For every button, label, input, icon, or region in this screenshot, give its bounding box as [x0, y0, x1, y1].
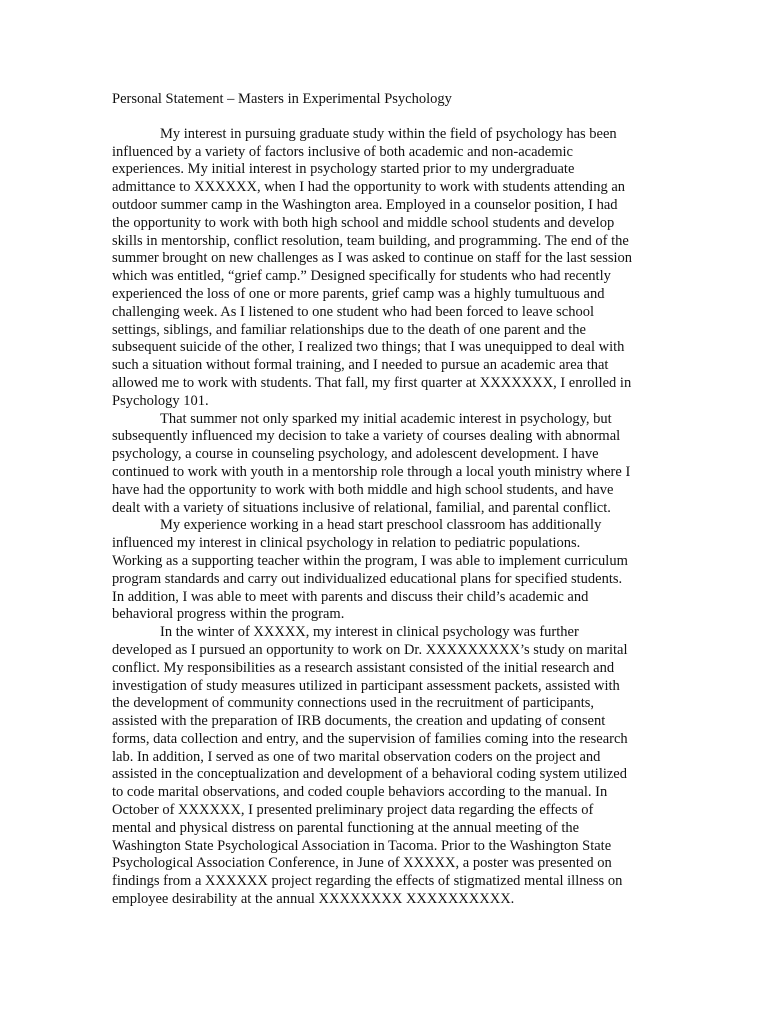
- paragraph-line: such a situation without formal training, and I needed to pursue an academic area that: [112, 357, 609, 374]
- paragraph-line: forms, data collection and entry, and the supervision of families coming into the research: [112, 730, 628, 747]
- paragraph-line: In the winter of XXXXX, my interest in clinical psychology was further: [160, 624, 579, 641]
- document-title: Personal Statement – Masters in Experimental Psychology: [112, 91, 452, 107]
- paragraph: [112, 411, 658, 518]
- paragraph-line: subsequently influenced my decision to take a variety of courses dealing with abnormal: [112, 428, 621, 445]
- paragraph-line: subsequent suicide of the other, I realized two things; that I was unequipped to deal with: [112, 339, 625, 356]
- paragraph-line: influenced by a variety of factors inclusive of both academic and non-academic: [112, 143, 573, 160]
- paragraph-line: That summer not only sparked my initial academic interest in psychology, but: [160, 410, 612, 427]
- paragraph-line: findings from a XXXXXX project regarding the effects of stigmatized mental illness on: [112, 873, 623, 890]
- paragraph-line: Psychological Association Conference, in June of XXXXX, a poster was presented on: [112, 855, 612, 872]
- paragraph-line: Working as a supporting teacher within the program, I was able to implement curriculum: [112, 552, 628, 569]
- paragraph-line: My interest in pursuing graduate study within the field of psychology has been: [160, 125, 617, 142]
- paragraph-line: admittance to XXXXXX, when I had the opportunity to work with students attending an: [112, 179, 626, 196]
- paragraph-line: program standards and carry out individualized educational plans for specified students.: [112, 570, 623, 587]
- paragraph-line: Washington State Psychological Association in Tacoma. Prior to the Washington State: [112, 837, 612, 854]
- paragraph-line: settings, siblings, and familiar relationships due to the death of one parent and the: [112, 321, 586, 338]
- paragraph: [112, 517, 658, 624]
- paragraph-line: psychology, a course in counseling psychology, and adolescent development. I have: [112, 446, 599, 463]
- paragraph-line: Psychology 101.: [112, 392, 209, 409]
- paragraph-line: challenging week. As I listened to one student who had been forced to leave school: [112, 303, 594, 320]
- paragraph-line: have had the opportunity to work with both middle and high school students, and have: [112, 481, 614, 498]
- paragraph-line: continued to work with youth in a mentorship role through a local youth ministry where I: [112, 463, 631, 480]
- paragraph-line: assisted in the conceptualization and development of a behavioral coding system utilized: [112, 766, 627, 783]
- paragraph-line: assisted with the preparation of IRB documents, the creation and updating of consent: [112, 713, 606, 730]
- paragraph-line: which was entitled, “grief camp.” Designed specifically for students who had recently: [112, 268, 611, 285]
- paragraph-line: mental and physical distress on parental functioning at the annual meeting of the: [112, 819, 580, 836]
- paragraph-line: In addition, I was able to meet with parents and discuss their child’s academic and: [112, 588, 589, 605]
- paragraph-line: the development of community connections used in the recruitment of participants,: [112, 695, 594, 712]
- paragraph-line: employee desirability at the annual XXXXXXXX XXXXXXXXXX.: [112, 891, 515, 908]
- paragraph-line: behavioral progress within the program.: [112, 606, 345, 623]
- paragraph-line: to code marital observations, and coded couple behaviors according to the manual. In: [112, 784, 608, 801]
- paragraph-line: conflict. My responsibilities as a research assistant consisted of the initial research and: [112, 659, 615, 676]
- paragraph: [112, 624, 658, 909]
- paragraph-line: allowed me to work with students. That fall, my first quarter at XXXXXXX, I enrolled in: [112, 374, 632, 391]
- paragraph-line: investigation of study measures utilized in participant assessment packets, assisted with: [112, 677, 620, 694]
- paragraph-line: experiences. My initial interest in psychology started prior to my undergraduate: [112, 161, 575, 178]
- paragraph-line: summer brought on new challenges as I was asked to continue on staff for the last session: [112, 250, 633, 267]
- paragraph-line: skills in mentorship, conflict resolution, team building, and programming. The end of the: [112, 232, 629, 249]
- paragraph-line: the opportunity to work with both high school and middle school students and develop: [112, 214, 615, 231]
- paragraph-line: dealt with a variety of situations inclusive of relational, familial, and parental conflict.: [112, 499, 611, 516]
- document-body: [112, 126, 658, 909]
- paragraph-line: experienced the loss of one or more parents, grief camp was a highly tumultuous and: [112, 285, 605, 302]
- paragraph-line: lab. In addition, I served as one of two marital observation coders on the project and: [112, 748, 601, 765]
- paragraph-line: developed as I pursued an opportunity to work on Dr. XXXXXXXXX’s study on marital: [112, 641, 628, 658]
- paragraph-line: outdoor summer camp in the Washington area. Employed in a counselor position, I had: [112, 196, 618, 213]
- paragraph-line: October of XXXXXX, I presented preliminary project data regarding the effects of: [112, 802, 594, 819]
- paragraph-line: My experience working in a head start preschool classroom has additionally: [160, 517, 602, 534]
- paragraph-line: influenced my interest in clinical psychology in relation to pediatric populations.: [112, 535, 581, 552]
- paragraph: [112, 126, 658, 411]
